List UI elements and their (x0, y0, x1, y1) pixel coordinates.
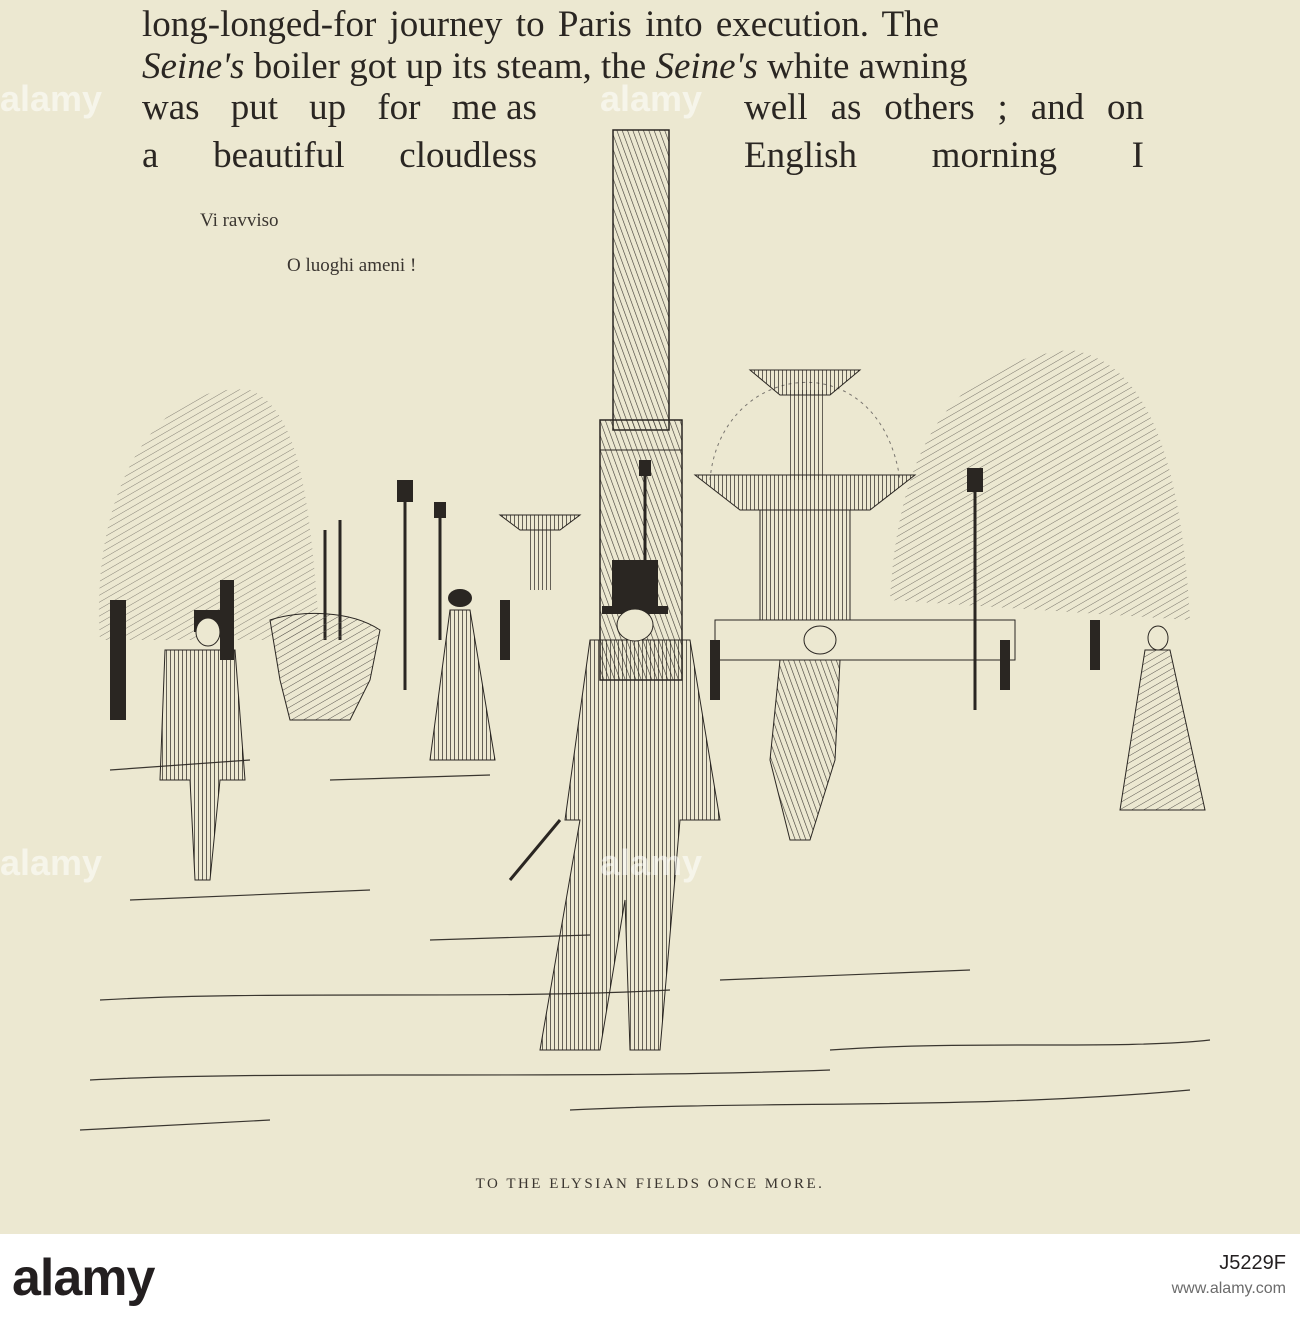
quote-line-2: O luoghi ameni ! (287, 255, 417, 276)
word: ; (997, 87, 1008, 128)
watermark-center-bottom: alamy (600, 842, 703, 883)
word: English (744, 135, 858, 176)
word: others (884, 87, 975, 128)
fountain-small (500, 515, 580, 590)
watermark-center-top: alamy (600, 78, 703, 119)
word: beautiful (213, 135, 345, 176)
word: up (309, 87, 347, 128)
seine-word-1: Seine's (142, 46, 245, 87)
image-id: J5229F (1219, 1252, 1286, 1274)
word: as (830, 87, 862, 128)
text-line-2-mid: boiler got up its steam, the (253, 46, 647, 87)
trees-right (890, 350, 1190, 620)
text-line-1-content (142, 2, 1144, 48)
illustration-elysian-fields (70, 120, 1220, 1160)
word: I (1131, 135, 1144, 176)
text-line-1-text: long-longed-for journey to Paris into execution. The (142, 4, 940, 45)
seine-word-2: Seine's (655, 46, 758, 87)
site-url[interactable]: www.alamy.com (1171, 1280, 1286, 1297)
word: put (230, 87, 278, 128)
word: a (142, 135, 159, 176)
word: and (1030, 87, 1085, 128)
watermark-left-bottom: alamy (0, 842, 103, 883)
quote-line-1: Vi ravviso (200, 210, 279, 231)
watermark-left-top: alamy (0, 78, 103, 119)
trees-left (99, 389, 320, 640)
word: cloudless (399, 135, 537, 176)
footer-bar (0, 1234, 1300, 1324)
figure-caption: TO THE ELYSIAN FIELDS ONCE MORE. (475, 1176, 825, 1192)
word: for (377, 87, 421, 128)
text-line-1 (142, 2, 1144, 48)
word: was (142, 87, 200, 128)
word: morning (931, 135, 1058, 176)
word: well (744, 87, 808, 128)
text-line-2-end: white awning (767, 46, 968, 87)
word: on (1106, 87, 1144, 128)
word: me as (451, 87, 537, 128)
image-id-block (1172, 1250, 1286, 1302)
alamy-logo[interactable]: alamy (12, 1249, 155, 1307)
